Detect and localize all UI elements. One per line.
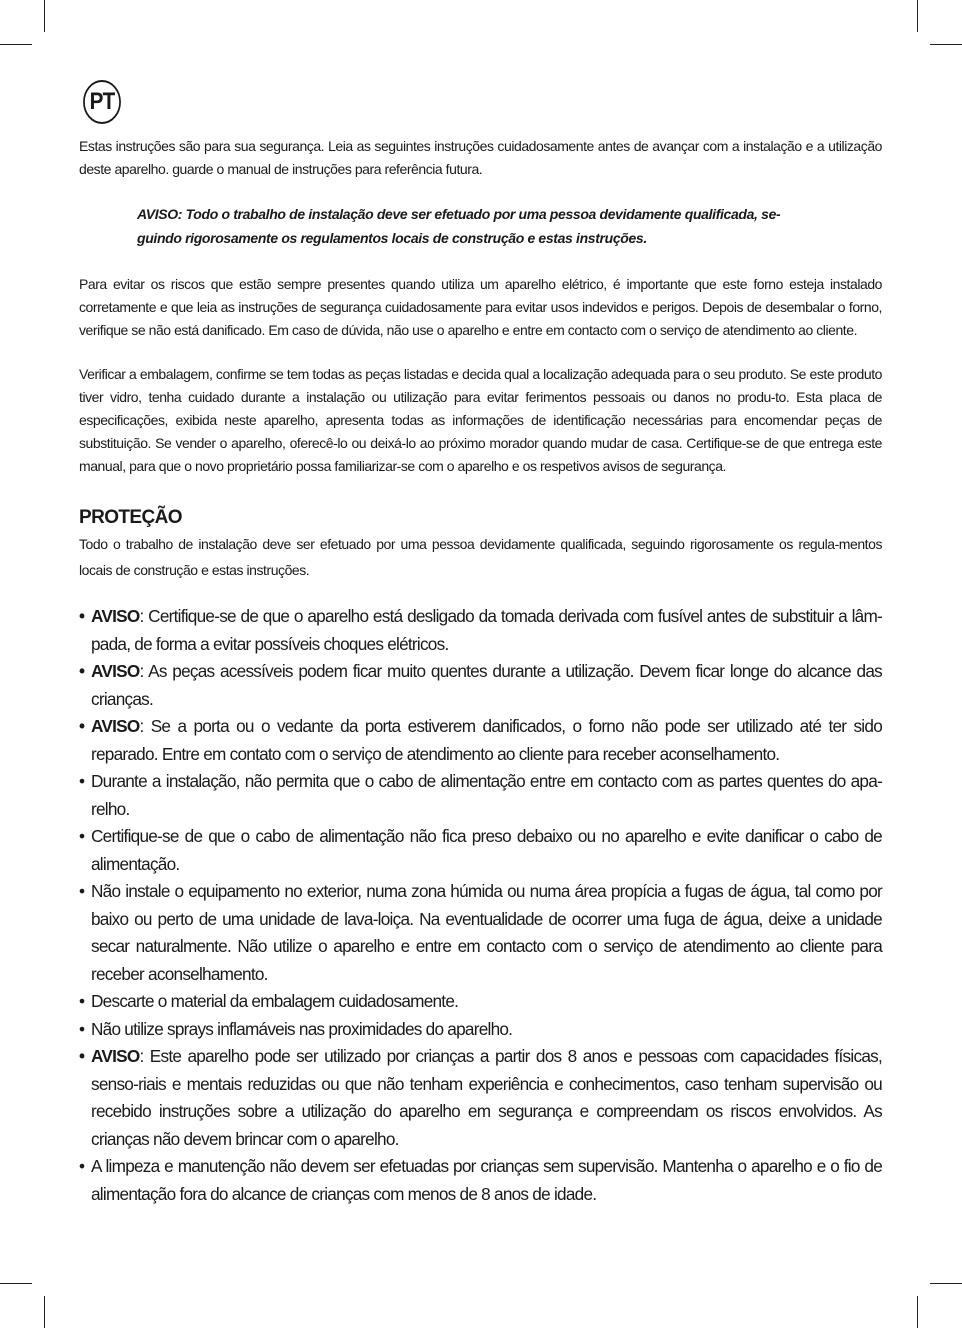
- bullet-marker: •: [79, 771, 85, 791]
- bullet-text: Não utilize sprays inflamáveis nas proximidades do aparelho.: [91, 1018, 513, 1039]
- safety-bullet-item: [79, 1153, 882, 1208]
- bullet-text: : Este aparelho pode ser utilizado por crianças a partir dos 8 anos e pessoas com capacidades físicas, senso-riais e mentais reduzidas ou que não tenham experiência e conhecimentos, caso tenham supervisão ou recebido instruções sobre a utilização do aparelho em segurança e compreendam os riscos envolvidos. As crianças não devem brincar com o aparelho.: [91, 1046, 882, 1149]
- bullet-text: Descarte o material da embalagem cuidadosamente.: [91, 991, 459, 1011]
- bullet-marker: •: [79, 661, 85, 681]
- bullet-keyword: AVISO: [91, 1046, 140, 1066]
- crop-mark: [44, 0, 45, 32]
- bullet-marker: •: [79, 1018, 85, 1039]
- bullet-text: Não instale o equipamento no exterior, numa zona húmida ou numa área propícia a fugas de água, tal como por baixo ou perto de uma unidade de lava-loiça. Na eventualidade de ocorrer uma fuga de água, deixe a unidade secar naturalmente. Não utilize o aparelho e entre em contacto com o serviço de atendimento ao cliente para receber aconselhamento.: [91, 881, 882, 984]
- section-title: PROTEÇÃO: [79, 507, 182, 528]
- bullet-text: : Se a porta ou o vedante da porta estiverem danificados, o forno não pode ser utilizado até ter sido reparado. Entre em contato com o serviço de atendimento ao cliente para receber aconselhamento.: [91, 716, 882, 764]
- bullet-text: : As peças acessíveis podem ficar muito quentes durante a utilização. Devem ficar longe do alcance das crianças.: [91, 661, 882, 709]
- crop-mark: [917, 0, 918, 32]
- intro-paragraph: Estas instruções são para sua segurança. Leia as seguintes instruções cuidadosamente antes de avançar com a instalação e a utilização deste aparelho. guarde o manual de instruções para referência futura.: [79, 138, 882, 177]
- bullet-text: : Certifique-se de que o aparelho está desligado da tomada derivada com fusível antes de substituir a lâm-pada, de forma a evitar possíveis choques elétricos.: [91, 606, 882, 654]
- crop-mark: [0, 1283, 32, 1284]
- safety-bullet-item: [79, 713, 882, 768]
- safety-bullet-item: [79, 878, 882, 988]
- crop-mark: [0, 44, 32, 45]
- section-body: Todo o trabalho de instalação deve ser efetuado por uma pessoa devidamente qualificada, seguindo rigorosamente os regula-mentos locais de construção e estas instruções.: [79, 536, 882, 578]
- bullet-marker: •: [79, 881, 85, 901]
- document-body: [79, 135, 882, 1208]
- bullet-marker: •: [79, 991, 85, 1011]
- bullet-keyword: AVISO: [91, 661, 140, 681]
- bullet-marker: •: [79, 716, 85, 736]
- safety-bullet-item: [79, 658, 882, 713]
- safety-bullet-list: [79, 603, 882, 1208]
- bullet-text: Certifique-se de que o cabo de alimentação não fica preso debaixo ou no aparelho e evite danificar o cabo de alimentação.: [91, 826, 882, 874]
- bullet-text: A limpeza e manutenção não devem ser efetuadas por crianças sem supervisão. Mantenha o aparelho e o fio de alimentação fora do alcance de crianças com menos de 8 anos de idade.: [91, 1156, 882, 1204]
- safety-bullet-item: [79, 1016, 882, 1044]
- bullet-marker: •: [79, 606, 85, 626]
- safety-bullet-item: [79, 1043, 882, 1153]
- bullet-marker: •: [79, 826, 85, 846]
- safety-paragraph: Para evitar os riscos que estão sempre presentes quando utiliza um aparelho elétrico, é importante que este forno esteja instalado corretamente e que leia as instruções de segurança cuidadosamente para evitar usos indevidos e perigos. Depois de desembalar o forno, verifique se não está danificado. Em caso de dúvida, não use o aparelho e entre em contacto com o serviço de atendimento ao cliente.: [79, 276, 882, 338]
- packaging-paragraph: Verificar a embalagem, confirme se tem todas as peças listadas e decida qual a localização adequada para o seu produto. Se este produto tiver vidro, tenha cuidado durante a instalação ou utilização para evitar ferimentos pessoais ou danos no produ-to. Esta placa de especificações, exibida neste aparelho, apresenta todas as informações de identificação necessárias para encomendar peças de substituição. Se vender o aparelho, oferecê-lo ou deixá-lo ao próximo morador quando mudar de casa. Certifique-se de que entrega este manual, para que o novo proprietário possa familiarizar-se com o aparelho e os respetivos avisos de segurança.: [79, 366, 882, 474]
- safety-bullet-item: [79, 823, 882, 878]
- bullet-keyword: AVISO: [91, 606, 140, 626]
- safety-bullet-item: [79, 988, 882, 1016]
- bullet-text: Durante a instalação, não permita que o cabo de alimentação entre em contacto com as partes quentes do apa-relho.: [91, 771, 882, 819]
- crop-mark: [917, 1296, 918, 1328]
- safety-bullet-item: [79, 603, 882, 658]
- language-badge-label: PT: [89, 88, 115, 115]
- crop-mark: [44, 1296, 45, 1328]
- bullet-keyword: AVISO: [91, 716, 140, 736]
- bullet-marker: •: [79, 1156, 85, 1176]
- crop-mark: [930, 1283, 962, 1284]
- crop-mark: [930, 44, 962, 45]
- installation-warning: AVISO: Todo o trabalho de instalação deve ser efetuado por uma pessoa devidamente qualificada, se-guindo rigorosamente os regulamentos locais de construção e estas instruções.: [137, 206, 781, 246]
- language-badge: [83, 80, 121, 124]
- bullet-marker: •: [79, 1046, 85, 1066]
- safety-bullet-item: [79, 768, 882, 823]
